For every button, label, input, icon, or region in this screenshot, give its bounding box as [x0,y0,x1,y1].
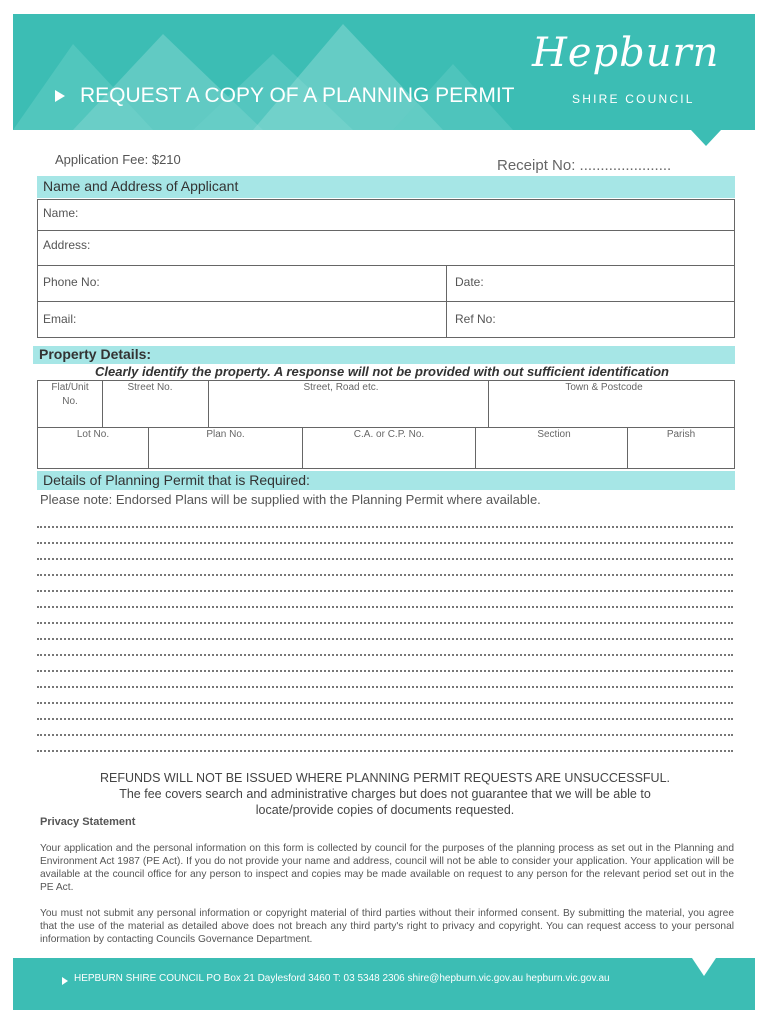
refunds-line-3: locate/provide copies of documents requested. [255,803,515,817]
privacy-paragraph-1: Your application and the personal information on this form is collected by council for the purposes of the planning process as set out in the Planning and Environment Act 1987 (PE Act). If you do not provide your name and address, council will not be able to consider your application. Your application will be available at the council office for any person to inspect and copies may be made available on request to any person for the relevant period set out in the PE Act. [40,843,734,893]
lot-no-label: Lot No. [76,429,110,440]
property-instruction: Clearly identify the property. A response will not be provided with out sufficient identification [95,364,669,379]
details-line[interactable] [37,590,733,592]
details-line[interactable] [37,686,733,688]
logo-subtitle: SHIRE COUNCIL [572,92,695,106]
town-postcode-label: Town & Postcode [565,382,643,393]
application-fee: Application Fee: $210 [55,152,181,167]
refunds-line-2: The fee covers search and administrative charges but does not guarantee that we will be able to [119,787,651,801]
applicant-heading: Name and Address of Applicant [37,176,735,198]
banner-notch [691,130,721,146]
details-line[interactable] [37,526,733,528]
street-road-label: Street, Road etc. [303,382,379,393]
section-label: Section [537,429,571,440]
details-line[interactable] [37,638,733,640]
address-label: Address: [43,238,91,252]
logo: Hepburn [532,30,720,76]
email-field[interactable] [37,301,447,338]
date-field[interactable] [446,265,735,302]
receipt-number[interactable]: Receipt No: ...................... [497,157,672,174]
details-line[interactable] [37,654,733,656]
details-line[interactable] [37,718,733,720]
details-line[interactable] [37,606,733,608]
name-label: Name: [43,206,79,220]
refunds-line-1: REFUNDS WILL NOT BE ISSUED WHERE PLANNING PERMIT REQUESTS ARE UNSUCCESSFUL. [99,771,670,785]
play-arrow-icon [55,90,65,102]
address-field[interactable] [37,230,735,266]
details-line[interactable] [37,558,733,560]
details-line[interactable] [37,702,733,704]
details-line[interactable] [37,574,733,576]
refunds-notice [40,770,730,818]
flat-unit-label: Flat/Unit [51,382,89,393]
property-heading: Property Details: [33,346,735,364]
privacy-paragraph-2: You must not submit any personal information or copyright material of third parties without their informed consent. By submitting the material, you agree that the use of the material as detailed above does not breach any third party's right to privacy and copyright. You can request access to your personal information by contacting Councils Governance Department. [40,908,734,945]
permit-note: Please note: Endorsed Plans will be supplied with the Planning Permit where available. [40,492,541,507]
parish-label: Parish [666,429,696,440]
details-line[interactable] [37,542,733,544]
permit-heading: Details of Planning Permit that is Required: [37,471,735,490]
footer-contact: HEPBURN SHIRE COUNCIL PO Box 21 Daylesford 3460 T: 03 5348 2306 shire@hepburn.vic.gov.au hepburn.vic.gov.au [74,973,610,984]
page-title: REQUEST A COPY OF A PLANNING PERMIT [80,84,515,107]
footer-notch [692,958,716,976]
name-field[interactable] [37,199,735,231]
plan-no-label: Plan No. [206,429,245,440]
details-line[interactable] [37,622,733,624]
flat-no-label: No. [62,396,78,407]
ref-label: Ref No: [455,312,496,326]
email-label: Email: [43,312,77,326]
play-arrow-icon [62,977,68,985]
footer-banner [13,958,755,1010]
street-no-label: Street No. [127,382,173,393]
details-line[interactable] [37,734,733,736]
details-line[interactable] [37,750,733,752]
details-line[interactable] [37,670,733,672]
phone-label: Phone No: [43,275,100,289]
privacy-title: Privacy Statement [40,816,136,828]
date-label: Date: [455,275,484,289]
ca-cp-no-label: C.A. or C.P. No. [353,429,425,440]
